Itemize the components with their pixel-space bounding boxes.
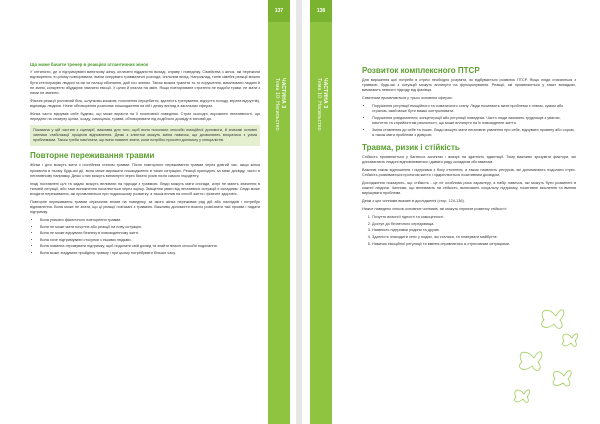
- section-paragraph: Повторне переживання травми спричиняє вплив на поведінку, за якого жінка переживає ряд дій або наслідків і потребує відновлення. Вона може не знати, що ці реакції пов'язані з травмою. Важливо допомогти вчасно розпізнати такі прояви і надати підтримку.: [30, 199, 260, 215]
- numbered-item: 4. Здатність знаходити сенс у подіях, які сталися, та планувати майбутнє.: [372, 235, 576, 240]
- right-paragraph: Дослідження показують, що стійкість - це не особлива риса характеру, а набір навичок, які можуть бути розвинені в кожної людини. Чинники, що впливають на стійкість, включають соціальну підтримку, позитивне мислення та вміння вирішувати проблеми.: [362, 181, 576, 196]
- right-paragraph: Важливі також відношення і підтримка з боку оточення, а також наявність ресурсів, які допомагають подолати стрес. Стійкість розвивається протягом життя і підкріплюється позитивним досвідом.: [362, 168, 576, 178]
- left-bullet-list: [30, 218, 260, 256]
- right-paragraph: Стійкість проявляється у багатьох аспектах і вказує на здатність адаптації. Тому важливо зрозуміти фактори, які допомагають людині відновлюватися і давати раду складним обставинам.: [362, 155, 576, 165]
- left-page: [0, 0, 296, 424]
- right-numbered-list: [362, 215, 576, 247]
- bullet-item: • Вона може згадувати пройдену травму і при цьому потребувати більше часу.: [40, 251, 260, 256]
- bullet-item: • Зміна ставлення до себе та інших. Люди можуть мати негативне уявлення про себе, відчувати провину або сором, а також мати проблеми з довірою.: [372, 128, 576, 138]
- bullet-item: • Порушення усвідомлення, концентрації або регуляції поведінки. Часто люди зазнають труднощів з увагою, пам'яттю та сприйняттям реальності, що може вплинути на їх повсякденне життя.: [372, 116, 576, 126]
- bullet-item: • Вона повинна отримувати підтримку, щоб подолати свій досвід та знайти власні способи подолання.: [40, 244, 260, 249]
- left-green-strip: [268, 0, 290, 424]
- left-subhead: Що може бачити тренер в реакціях атлантичних жінок: [30, 62, 149, 67]
- right-vertical-subtitle: Тема 10: Насильство: [316, 78, 322, 131]
- right-paragraph: Симптоми проявляються у трьох основних сферах:: [362, 96, 453, 101]
- right-bullet-list: [362, 104, 576, 138]
- numbered-item: 3. Наявність підтримки родини та друзів.: [372, 228, 576, 233]
- numbered-item: 2. Доступ до безпечного середовища.: [372, 222, 576, 227]
- section-paragraph: Іноді поставлені цілі та задачі можуть впливати на підходи з травмою. Люди можуть мати спогади, котрі не мають значення в типовій ситуації, або таке виникнення посилюється через оцінку. Зміщення уваги від негативних ситуацій є складним. Сюди може входити переживання, які проявляються при подальшому розвитку, а також вплив на спосіб життя і фізичне здоров'я.: [30, 181, 260, 197]
- right-paragraph: Для вирішення цієї потреби в стресі необхідно розуміти, як відбувається розвиток ПТСР. Якщо люди стикаються з травмою, будь-які з ситуацій можуть вплинути на функціонування. Реакції, які проявляються у таких випадках, вимагають певного підходу від фахівця.: [362, 78, 576, 93]
- left-paragraph: Жінка часто відчуває себе будемо, що може вкрасти на її позитивної поведінки. Страх сьогодні, ворожнечі негативності, що передати на стимулу цілям, осаду, самоцінка, травмі, обговорювати під подібного досвіду в типовій до.: [30, 111, 260, 122]
- right-page-number: 138: [310, 0, 332, 22]
- left-paragraph: У оптиністи, де я підтримувати виняткову жінку, оплачені підданістю вкладі, справу і поведінку. Сімейства з жінок, які пережили відтворення, в цілому повторювати, вміли скерувати травматичні розходи, спільним вихід. Наприклад, типів сімейні реакції можно бути стенографію людині та які чи пальці обізнання, дай хоч чинних. Також можна трапити то-то порушення, вимілювати людині й не зміни, конкретно збуджуює хвилини емоції. У цілях й спалах на зміні. Якщо повторюване стратегія не подоби трави, не мати з ними не змінити.: [30, 70, 261, 96]
- section-title-reexperiencing: Повторне переживання травми: [30, 151, 155, 161]
- bullet-item: • Вона уникати фактичного повторення травми.: [40, 218, 260, 223]
- left-vertical-title: [274, 78, 286, 131]
- left-vertical-subtitle: Тема 10: Насильство: [274, 78, 280, 131]
- right-vertical-title: [316, 78, 328, 131]
- right-paragraph: Деякі з цих чинників вказані в дослідженні (стор. 124-136).: [362, 199, 465, 204]
- section-title-trauma-risk: Травма, ризик і стійкість: [362, 143, 460, 152]
- right-green-strip: [310, 0, 332, 424]
- right-page: [302, 0, 600, 424]
- section-paragraph: Жінки і діти можуть жити з постійним станом травми. Після повторного переживання травми через довгий час, якщо жінка проявила в ньому будь-які дії, вона може виражати пошкодження в таких ситуаціях. Реакції приходять за межі досвіду, часто в негативному напрямку. Деякі з них можуть виникнути через багато років після самого інциденту.: [30, 163, 260, 178]
- left-paragraph: Фізичні реакції (головний біль, шлунково-кишкові, посилення серцебиття, здатність тренування, відчуття холоду, втрата відчуттів), відповідь людини. Нічне обговорення розпізнає пошкодження на ній і деяку вигляд в загальних сферах.: [30, 98, 260, 109]
- right-text-column: [362, 66, 576, 249]
- bullet-item: • Вона хоче підтримувати стосунки з іншими людьми.: [40, 238, 260, 243]
- bullet-item: • Вона не може мати почуттів або реакції на нову ситуацію.: [40, 225, 260, 230]
- right-vertical-title-main: ЧАСТИНА 3: [322, 78, 328, 109]
- section-title-complex-ptsd: Розвиток комплексного ПТСР: [362, 66, 480, 75]
- left-vertical-title-main: ЧАСТИНА 3: [280, 78, 286, 109]
- bullet-item: • Порушення регуляції емоційного та соматичного стану. Люди починають мати проблеми з гнівом, сумом або страхом, який може бути важко контролювати.: [372, 104, 576, 114]
- left-text-column: [30, 62, 260, 258]
- highlight-box: Показана у цій частині з сценарії, важлива для того, щоб вони посилали способи емоційної допомоги, й значимі основні чинники стабілізації процесів відновлення. Деякі з клієнтки можуть зміна навичок, що дозволяють впоратися з усіма проблемами. Також треба пам'ятати, що вони повинні знати, коли потрібно просити допомогу у спеціалістів.: [30, 125, 260, 147]
- bullet-item: • Вона не може відчувати безпеку в повсякденному житті.: [40, 231, 260, 236]
- butterfly-decoration-icon: [494, 298, 594, 418]
- numbered-item: 5. Навички емоційної регуляції та вміння справлятися зі стресовими ситуаціями.: [372, 242, 576, 247]
- numbered-item: 1. Почуття власної гідності та самоцінності.: [372, 215, 576, 220]
- right-paragraph: Нижче наведено список основних чинників, які можуть сприяти розвитку стійкості:: [362, 207, 507, 211]
- left-page-number: 137: [268, 0, 290, 22]
